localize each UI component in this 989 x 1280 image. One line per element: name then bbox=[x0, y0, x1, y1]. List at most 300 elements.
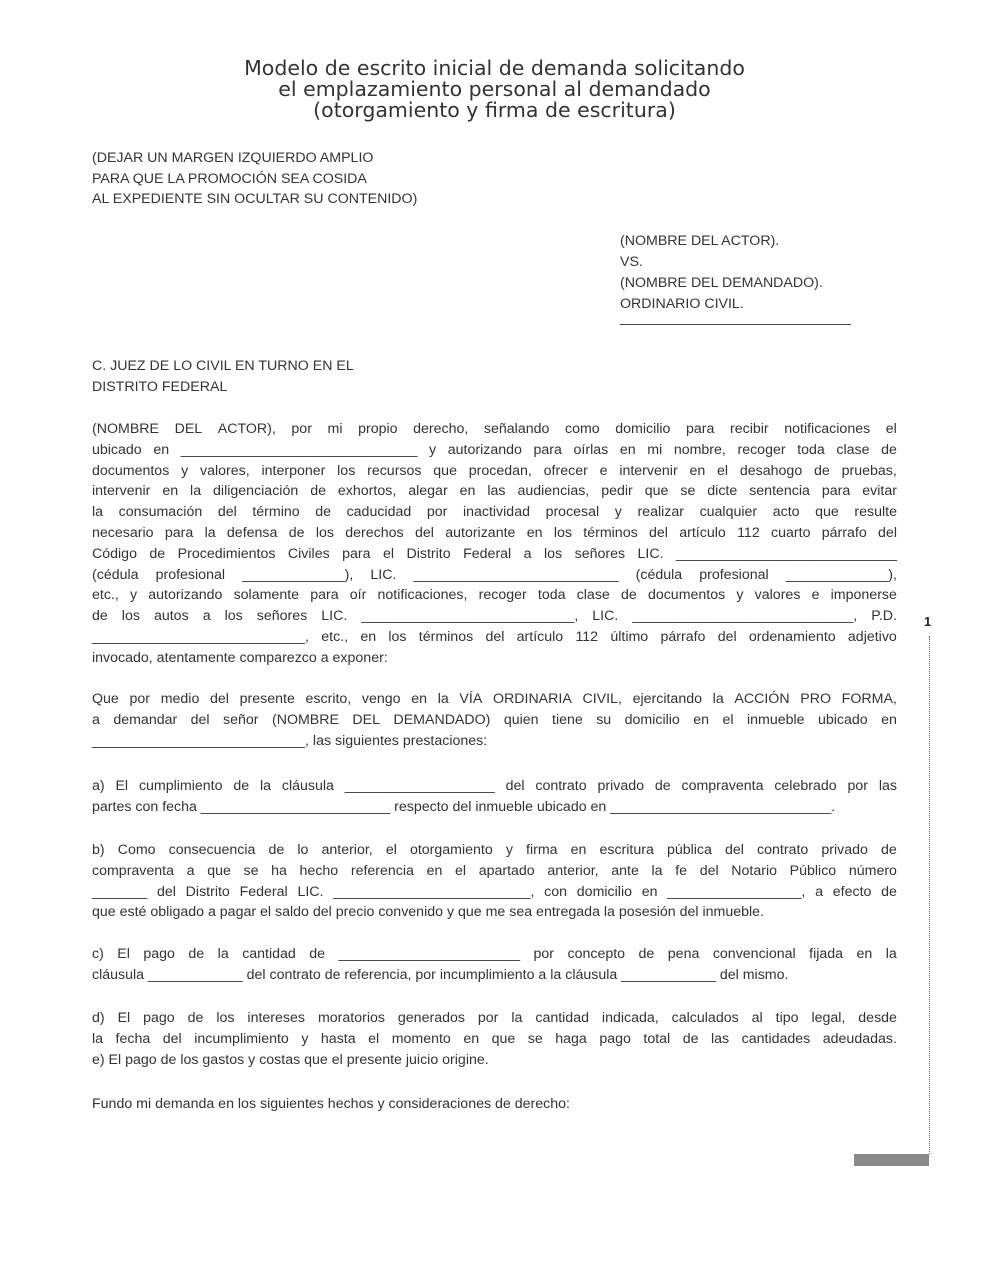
note-line: (DEJAR UN MARGEN IZQUIERDO AMPLIO bbox=[92, 150, 374, 166]
word: artículo bbox=[679, 524, 726, 541]
word: diligenciación bbox=[213, 483, 299, 500]
word: en bbox=[881, 711, 897, 728]
actor-name: (NOMBRE DEL ACTOR). bbox=[620, 233, 780, 249]
word: que bbox=[644, 483, 669, 500]
word: se bbox=[680, 483, 696, 500]
word: _________________________, bbox=[333, 883, 535, 900]
word: en bbox=[411, 691, 428, 707]
word: artículo bbox=[516, 628, 564, 645]
versus: VS. bbox=[620, 254, 643, 270]
text-line: ___________________________, las siguientes prestaciones: bbox=[92, 732, 488, 749]
word: propio bbox=[358, 421, 398, 437]
word: (NOMBRE bbox=[92, 421, 159, 437]
word: de bbox=[187, 1010, 204, 1026]
word: b) bbox=[92, 842, 105, 858]
word: de bbox=[654, 778, 671, 794]
word: del bbox=[725, 842, 744, 858]
word: _______________________ bbox=[338, 946, 521, 962]
word: acto bbox=[772, 504, 800, 521]
word: número bbox=[848, 862, 897, 879]
word: pena bbox=[667, 946, 700, 962]
word: los bbox=[224, 608, 243, 625]
word: ACCIÓN bbox=[734, 691, 790, 707]
word: como bbox=[564, 421, 600, 437]
word: inactividad bbox=[462, 504, 530, 521]
word: recoger bbox=[737, 441, 786, 458]
word: vengo bbox=[361, 691, 401, 707]
word: referencia bbox=[350, 862, 414, 879]
word: DEL bbox=[174, 421, 203, 437]
word: calculados bbox=[671, 1010, 739, 1026]
word: etc., bbox=[92, 587, 119, 604]
word: los bbox=[337, 462, 356, 479]
word: total bbox=[643, 1030, 671, 1047]
word: autorizando bbox=[148, 587, 223, 604]
word: privado bbox=[821, 842, 868, 858]
word: cláusula bbox=[281, 778, 334, 794]
word: derecho, bbox=[413, 421, 469, 437]
text-line bbox=[92, 544, 897, 565]
word: Notario bbox=[731, 862, 778, 879]
word: los bbox=[544, 545, 563, 562]
word: señor bbox=[223, 711, 259, 728]
word: términos bbox=[418, 628, 474, 645]
word: defensa bbox=[226, 524, 278, 541]
word: domicilio bbox=[576, 883, 632, 900]
word: lo bbox=[297, 842, 309, 858]
word: a bbox=[92, 711, 100, 728]
word: el bbox=[385, 842, 397, 858]
word: de bbox=[233, 778, 250, 794]
addressee bbox=[92, 356, 354, 398]
text-line: invocado, atentamente comparezco a exponer: bbox=[92, 649, 388, 666]
word: y bbox=[505, 842, 513, 858]
word: DEMANDADO) bbox=[393, 711, 491, 728]
word: en bbox=[856, 946, 873, 962]
word: y bbox=[301, 1030, 309, 1047]
word: documentos bbox=[647, 587, 726, 604]
word: del bbox=[649, 524, 668, 541]
word: en bbox=[526, 524, 543, 541]
word: ______________________________ bbox=[180, 441, 418, 458]
word: para bbox=[342, 545, 371, 562]
word: y bbox=[181, 462, 189, 479]
word: profesional bbox=[155, 566, 226, 583]
word: intervenir bbox=[619, 462, 678, 479]
closing-statement bbox=[92, 1094, 897, 1115]
word: VÍA bbox=[459, 691, 483, 707]
word: oírlas bbox=[573, 441, 609, 458]
word: pública bbox=[666, 842, 712, 858]
word: en bbox=[162, 483, 179, 500]
text-line bbox=[92, 882, 897, 903]
text-line: que esté obligado a pagar el saldo del precio convenido y que me sea entregada la posesión del inmueble. bbox=[92, 904, 765, 921]
word: por bbox=[129, 691, 151, 707]
text-line bbox=[92, 481, 897, 502]
word: de bbox=[315, 504, 331, 521]
word: compraventa bbox=[92, 862, 175, 879]
word: a bbox=[202, 608, 211, 625]
word: ante bbox=[611, 862, 639, 879]
defendant-name: (NOMBRE DEL DEMANDADO). bbox=[620, 275, 823, 291]
word: del bbox=[878, 524, 897, 541]
title-line: Modelo de escrito inicial de demanda solicitando bbox=[244, 56, 745, 80]
text-line bbox=[92, 523, 897, 544]
word: LIC. bbox=[297, 883, 324, 900]
word: El bbox=[115, 778, 129, 794]
word: documentos bbox=[92, 462, 170, 479]
word: indicada, bbox=[601, 1010, 659, 1026]
word: de bbox=[310, 483, 326, 500]
word: (cédula bbox=[92, 566, 139, 583]
word: para bbox=[533, 441, 562, 458]
word: LIC. bbox=[637, 545, 664, 562]
word: El bbox=[117, 946, 130, 962]
word: ___________________________, bbox=[361, 608, 579, 625]
word: ____________________________ bbox=[676, 545, 897, 562]
text-line bbox=[92, 502, 897, 523]
signature-rule bbox=[620, 315, 851, 325]
word: en bbox=[459, 483, 476, 500]
word: privado bbox=[597, 778, 644, 794]
word: en bbox=[619, 441, 636, 458]
word: por bbox=[426, 504, 448, 521]
word: los bbox=[388, 628, 407, 645]
word: e bbox=[811, 587, 820, 604]
word: LIC. bbox=[370, 566, 397, 583]
word: con bbox=[544, 883, 568, 900]
text-line: cláusula ____________ del contrato de referencia, por incumplimiento a la cláusula ____________ del mismo. bbox=[92, 966, 789, 983]
word: inmueble bbox=[746, 711, 805, 728]
word: de bbox=[268, 842, 285, 858]
word: de bbox=[620, 587, 637, 604]
word: la bbox=[712, 691, 724, 707]
word: el bbox=[455, 862, 467, 879]
word: concepto bbox=[567, 946, 626, 962]
word: Civiles bbox=[287, 545, 330, 562]
word: para bbox=[686, 421, 715, 437]
paragraph-claim bbox=[92, 689, 897, 751]
word: quien bbox=[503, 711, 539, 728]
word: de bbox=[881, 441, 897, 458]
word: FORMA, bbox=[841, 691, 897, 707]
word: e bbox=[599, 462, 608, 479]
text-line bbox=[92, 419, 897, 440]
word: Público bbox=[789, 862, 837, 879]
word: Federal bbox=[463, 545, 512, 562]
word: el bbox=[885, 421, 897, 437]
word: la bbox=[885, 946, 897, 962]
word: las bbox=[487, 483, 506, 500]
word: caducidad bbox=[346, 504, 412, 521]
word: ACTOR), bbox=[217, 421, 276, 437]
word: celebrado bbox=[774, 778, 837, 794]
word: de bbox=[638, 946, 655, 962]
word: Código bbox=[92, 545, 137, 562]
word: incumplimiento bbox=[194, 1030, 289, 1047]
word: del bbox=[162, 1030, 182, 1047]
word: fecha bbox=[115, 1030, 151, 1047]
word: medio bbox=[160, 691, 200, 707]
word: ubicado bbox=[817, 711, 868, 728]
word: señores bbox=[256, 608, 308, 625]
word: para bbox=[164, 524, 194, 541]
closing-line: Fundo mi demanda en los siguientes hechos y consideraciones de derecho: bbox=[92, 1096, 570, 1112]
word: por bbox=[291, 421, 312, 437]
word: anterior, bbox=[547, 862, 599, 879]
word: __________________________ bbox=[413, 566, 619, 583]
text-line bbox=[92, 1008, 897, 1029]
paragraph-c bbox=[92, 944, 897, 986]
word: hecho bbox=[299, 862, 339, 879]
text-line bbox=[92, 840, 897, 861]
margin-note bbox=[92, 148, 417, 210]
word: que bbox=[433, 462, 457, 479]
word: cantidades bbox=[741, 1030, 811, 1047]
word: por bbox=[533, 946, 555, 962]
word: mi bbox=[327, 421, 343, 437]
word: pago bbox=[143, 1010, 175, 1026]
word: se bbox=[527, 1030, 543, 1047]
text-line bbox=[92, 440, 897, 461]
word: fe bbox=[675, 862, 688, 879]
word: del bbox=[485, 628, 505, 645]
addressee-line: DISTRITO FEDERAL bbox=[92, 379, 228, 395]
word: las bbox=[711, 1030, 730, 1047]
word: de bbox=[682, 1030, 699, 1047]
word: la bbox=[92, 504, 104, 521]
word: de bbox=[149, 545, 166, 562]
word: para bbox=[821, 483, 851, 500]
word: Distrito bbox=[406, 545, 451, 562]
word: d) bbox=[92, 1010, 105, 1026]
word: de bbox=[92, 608, 108, 625]
word: escritura bbox=[599, 842, 654, 858]
word: (cédula bbox=[635, 566, 683, 583]
text-line bbox=[92, 861, 897, 882]
word: que bbox=[207, 862, 231, 879]
text-line bbox=[92, 565, 897, 586]
word: el bbox=[383, 545, 395, 562]
word: los bbox=[121, 608, 140, 625]
word: se bbox=[243, 862, 259, 879]
word: la bbox=[651, 862, 663, 879]
word: ubicado bbox=[92, 441, 142, 458]
text-line bbox=[92, 461, 897, 482]
word: desahogo bbox=[739, 462, 803, 479]
word: los bbox=[216, 1010, 235, 1026]
word: LIC. bbox=[321, 608, 348, 625]
text-line bbox=[92, 776, 897, 797]
text-line bbox=[92, 627, 897, 648]
word: señores bbox=[574, 545, 626, 562]
word: términos bbox=[583, 524, 638, 541]
word: procesal bbox=[545, 504, 600, 521]
word: legal, bbox=[811, 1010, 846, 1026]
word: adjetivo bbox=[847, 628, 897, 645]
word: firma bbox=[526, 842, 558, 858]
word: la bbox=[92, 1030, 104, 1047]
word: del bbox=[505, 778, 525, 794]
word: señalando bbox=[483, 421, 550, 437]
word: ___________________ bbox=[344, 778, 495, 794]
word: mi bbox=[647, 441, 663, 458]
word: cumplimiento bbox=[138, 778, 223, 794]
text-line bbox=[92, 710, 897, 731]
word: convencional bbox=[712, 946, 796, 962]
word: ORDINARIA bbox=[492, 691, 572, 707]
word: del bbox=[699, 862, 719, 879]
word: autorizando bbox=[447, 441, 522, 458]
word: en bbox=[570, 842, 587, 858]
word: de bbox=[881, 883, 897, 900]
word: toda bbox=[537, 587, 566, 604]
text-line: e) El pago de los gastos y costas que el presente juicio origine. bbox=[92, 1051, 489, 1068]
word: en bbox=[689, 462, 706, 479]
word: _________________, bbox=[667, 883, 806, 900]
case-parties bbox=[620, 231, 851, 325]
word: en bbox=[693, 711, 710, 728]
text-line bbox=[92, 689, 897, 710]
word: el bbox=[717, 462, 729, 479]
word: el bbox=[368, 1030, 380, 1047]
word: evitar bbox=[862, 483, 897, 500]
word: recoger bbox=[478, 587, 527, 604]
word: en bbox=[641, 883, 658, 900]
word: cantidad bbox=[242, 946, 296, 962]
page-corner-bar bbox=[854, 1154, 929, 1166]
word: la bbox=[260, 778, 272, 794]
word: compraventa bbox=[681, 778, 764, 794]
word: 112 bbox=[737, 524, 760, 541]
text-line bbox=[92, 606, 897, 627]
word: LIC. bbox=[592, 608, 619, 625]
word: exhortos, bbox=[337, 483, 397, 500]
word: Que bbox=[92, 691, 119, 707]
word: domicilio bbox=[624, 711, 680, 728]
word: a bbox=[815, 883, 824, 900]
word: en bbox=[426, 862, 443, 879]
word: oír bbox=[349, 587, 367, 604]
paragraph-intro bbox=[92, 419, 897, 669]
word: que bbox=[491, 1030, 516, 1047]
word: moratorios bbox=[317, 1010, 385, 1026]
note-line: AL EXPEDIENTE SIN OCULTAR SU CONTENIDO) bbox=[92, 191, 418, 207]
word: (NOMBRE bbox=[271, 711, 339, 728]
word: haga bbox=[555, 1030, 587, 1047]
word: del bbox=[217, 504, 237, 521]
word: intervenir bbox=[92, 483, 151, 500]
word: para bbox=[310, 587, 339, 604]
addressee-line: C. JUEZ DE LO CIVIL EN TURNO EN EL bbox=[92, 358, 354, 374]
paragraph-b bbox=[92, 840, 897, 923]
word: autorizante bbox=[445, 524, 516, 541]
word: al bbox=[751, 1010, 763, 1026]
word: cuarto bbox=[771, 524, 811, 541]
word: Distrito bbox=[185, 883, 230, 900]
word: su bbox=[596, 711, 612, 728]
word: _______ bbox=[92, 883, 148, 900]
word: intereses bbox=[247, 1010, 305, 1026]
text-line bbox=[92, 1029, 897, 1050]
word: ejercitando bbox=[632, 691, 702, 707]
word: recibir bbox=[730, 421, 769, 437]
word: otorgamiento bbox=[409, 842, 493, 858]
word: de bbox=[288, 524, 305, 541]
word: anterior, bbox=[321, 842, 373, 858]
word: hasta bbox=[320, 1030, 356, 1047]
word: interponer bbox=[261, 462, 326, 479]
word: en bbox=[360, 628, 377, 645]
text-line: partes con fecha ________________________ respecto del inmueble ubicado en ____________________________. bbox=[92, 798, 836, 815]
word: del bbox=[717, 628, 737, 645]
word: la bbox=[437, 691, 449, 707]
word: _____________), bbox=[242, 566, 354, 583]
word: audiencias, bbox=[517, 483, 590, 500]
word: _____________), bbox=[785, 566, 897, 583]
word: efecto bbox=[832, 883, 872, 900]
word: PRO bbox=[800, 691, 831, 707]
note-line: PARA QUE LA PROMOCIÓN SEA COSIDA bbox=[92, 170, 367, 187]
word: de bbox=[188, 946, 205, 962]
word: del bbox=[156, 883, 176, 900]
word: la bbox=[190, 483, 202, 500]
word: contrato bbox=[757, 842, 809, 858]
word: dicte bbox=[707, 483, 738, 500]
word: la bbox=[217, 946, 229, 962]
word: clase bbox=[836, 441, 870, 458]
word: los bbox=[553, 524, 572, 541]
word: de bbox=[880, 842, 897, 858]
word: El bbox=[117, 1010, 131, 1026]
word: ofrecer bbox=[543, 462, 588, 479]
word: último bbox=[610, 628, 649, 645]
word: desde bbox=[858, 1010, 897, 1026]
document-title bbox=[0, 58, 989, 121]
word: 112 bbox=[575, 628, 599, 645]
word: y bbox=[129, 587, 138, 604]
word: ____________________________, bbox=[632, 608, 858, 625]
word: tipo bbox=[775, 1010, 799, 1026]
word: ha bbox=[271, 862, 287, 879]
paragraph-d-e bbox=[92, 1008, 897, 1070]
word: DEL bbox=[352, 711, 381, 728]
paragraph-a bbox=[92, 776, 897, 818]
word: tiene bbox=[552, 711, 583, 728]
word: procedan, bbox=[468, 462, 532, 479]
word: apartado bbox=[478, 862, 535, 879]
word: adeudadas. bbox=[822, 1030, 897, 1047]
word: c) bbox=[92, 946, 104, 962]
title-line: (otorgamiento y firma de escritura) bbox=[313, 98, 676, 122]
word: por bbox=[477, 1010, 499, 1026]
word: pedir bbox=[601, 483, 633, 500]
word: demandar bbox=[113, 711, 178, 728]
word: autos bbox=[153, 608, 189, 625]
word: P.D. bbox=[871, 608, 897, 625]
word: el bbox=[722, 711, 734, 728]
word: alegar bbox=[408, 483, 448, 500]
word: y bbox=[614, 504, 622, 521]
word: CIVIL, bbox=[582, 691, 622, 707]
word: cualquier bbox=[699, 504, 758, 521]
word: que bbox=[815, 504, 839, 521]
word: los bbox=[315, 524, 334, 541]
word: a bbox=[186, 862, 195, 879]
word: Como bbox=[117, 842, 156, 858]
word: pago bbox=[599, 1030, 631, 1047]
word: de bbox=[814, 462, 830, 479]
